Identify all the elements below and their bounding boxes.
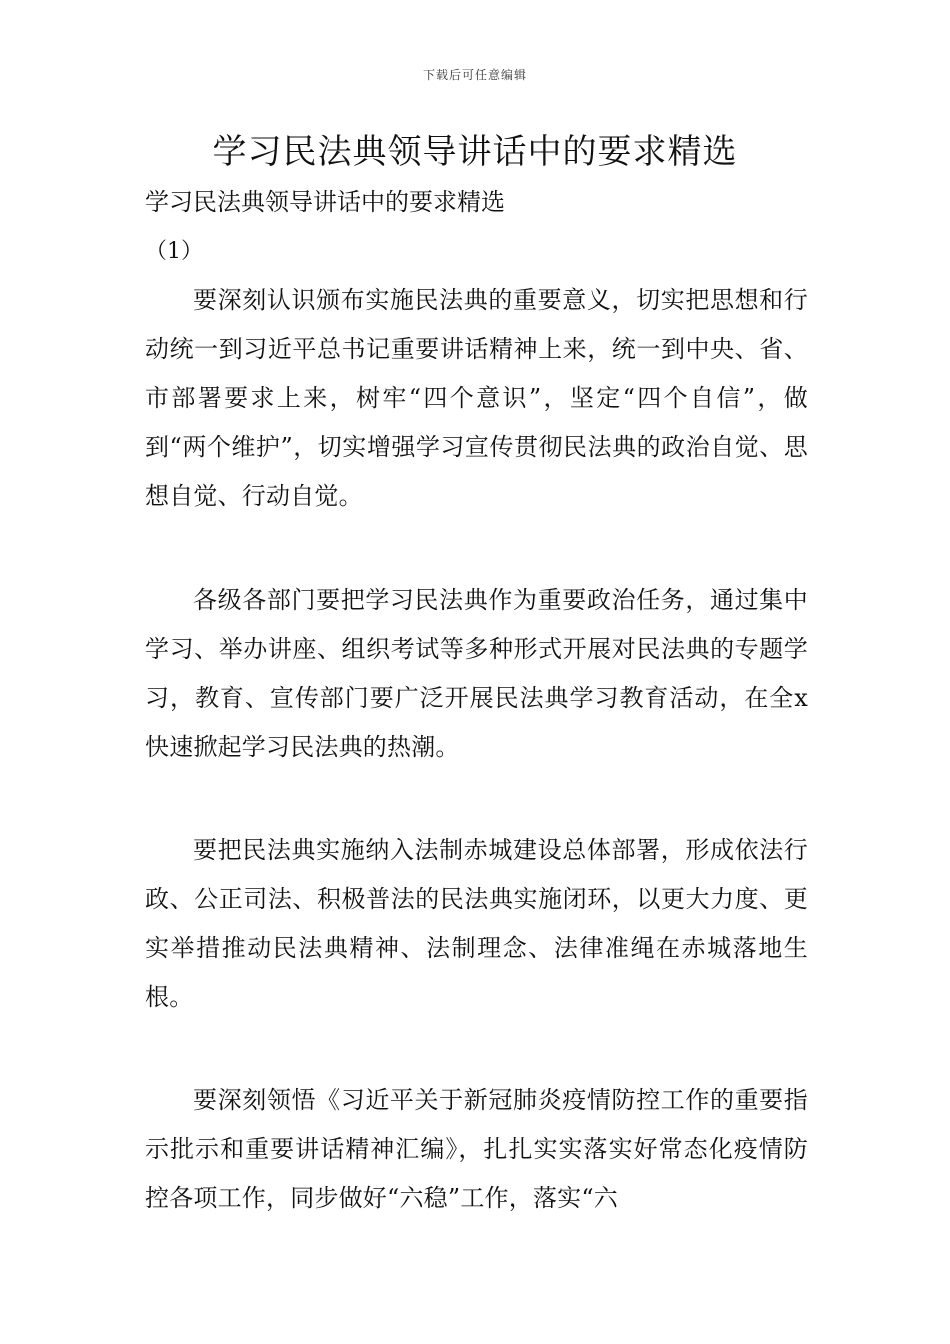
header-note: 下载后可任意编辑	[422, 68, 527, 82]
paragraph-1: 要深刻认识颁布实施民法典的重要意义，切实把思想和行动统一到习近平总书记重要讲话精神上来，统一到中央、省、市部署要求上来，树牢“四个意识”，坚定“四个自信”，做到“两个维护”，切实增强学习宣传贯彻民法典的政治自觉、思想自觉、行动自觉。	[145, 286, 808, 510]
document-subtitle: 学习民法典领导讲话中的要求精选	[145, 188, 505, 216]
paragraph-4: 要深刻领悟《习近平关于新冠肺炎疫情防控工作的重要指示批示和重要讲话精神汇编》，扎扎实实落实好常态化疫情防控各项工作，同步做好“六稳”工作，落实“六	[145, 1086, 808, 1212]
paragraph-3: 要把民法典实施纳入法制赤城建设总体部署，形成依法行政、公正司法、积极普法的民法典实施闭环，以更大力度、更实举措推动民法典精神、法制理念、法律准绳在赤城落地生根。	[145, 836, 808, 1011]
document-title: 学习民法典领导讲话中的要求精选	[212, 132, 738, 172]
section-label: （1）	[145, 239, 203, 264]
paragraph-2: 各级各部门要把学习民法典作为重要政治任务，通过集中学习、举办讲座、组织考试等多种形式开展对民法典的专题学习，教育、宣传部门要广泛开展民法典学习教育活动，在全x快速掀起学习民法典的热潮。	[145, 586, 808, 761]
